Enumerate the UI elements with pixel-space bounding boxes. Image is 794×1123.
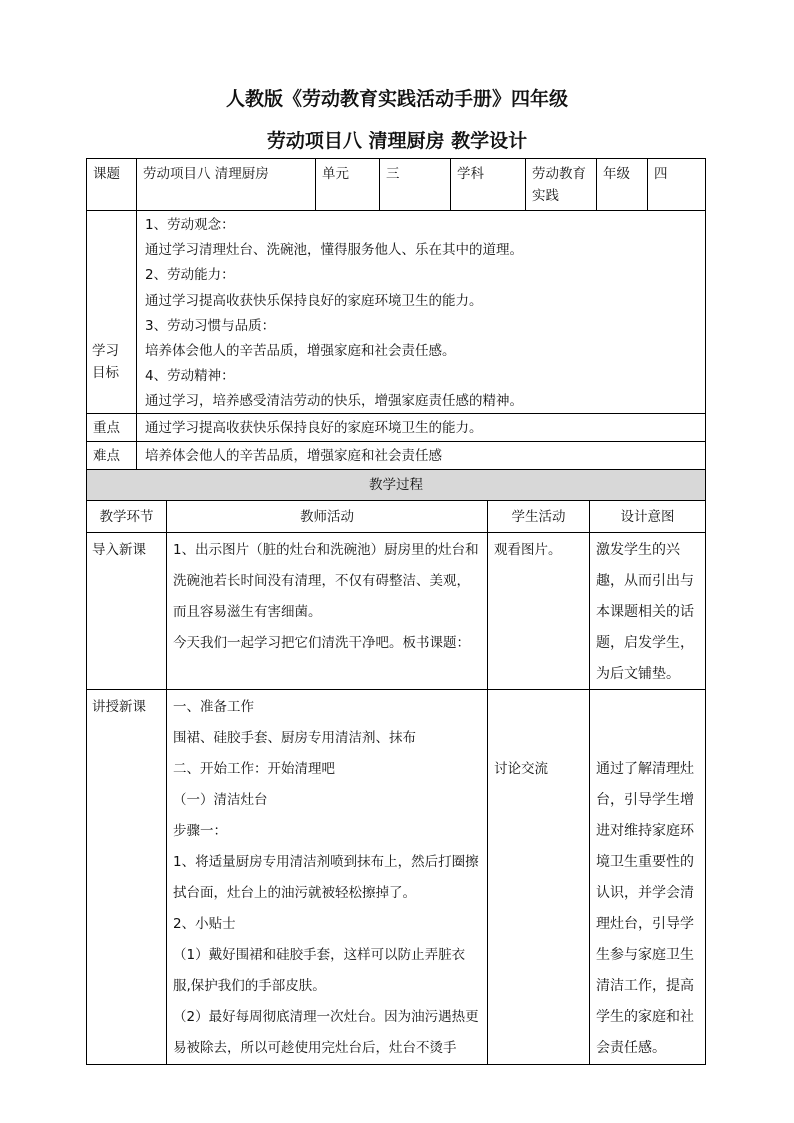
process-header: 教学过程 — [86, 469, 706, 501]
teacher-line: （一）清洁灶台 — [173, 792, 268, 808]
document-title: 人教版《劳动教育实践活动手册》四年级 — [225, 88, 568, 110]
design-intent-intro: 激发学生的兴趣，从而引出与本课题相关的话题，启发学生，为后文铺垫。 — [589, 532, 706, 690]
column-header-intent: 设计意图 — [589, 500, 706, 533]
goal-line: 通过学习提高收获快乐保持良好的家庭环境卫生的能力。 — [145, 292, 483, 309]
grade-label: 年级 — [596, 158, 648, 211]
teacher-line: 步骤一： — [173, 823, 227, 839]
teacher-line: 1、将适量厨房专用清洁剂喷到抹布上，然后打圈擦拭台面，灶台上的油污就被轻松擦掉了。 — [173, 854, 479, 901]
grade-value: 四 — [647, 158, 706, 211]
goal-line: 通过学习，培养感受清洁劳动的快乐，增强家庭责任感的精神。 — [145, 393, 523, 410]
column-header-stage: 教学环节 — [86, 500, 167, 533]
difficulty-label: 难点 — [86, 441, 137, 470]
teacher-line: 二、开始工作：开始清理吧 — [173, 761, 335, 777]
subject-value: 劳动教育实践 — [525, 158, 597, 211]
unit-label: 单元 — [315, 158, 380, 211]
goals-content — [136, 210, 706, 414]
teacher-line: （2）最好每周彻底清理一次灶台。因为油污遇热更易被除去，所以可趁使用完灶台后，灶台不烫手 — [173, 1009, 479, 1056]
teacher-line: （1）戴好围裙和硅胶手套，这样可以防止弄脏衣服,保护我们的手部皮肤。 — [173, 947, 466, 994]
topic-label: 课题 — [86, 158, 137, 211]
column-header-teacher: 教师活动 — [166, 500, 488, 533]
key-point-text: 通过学习提高收获快乐保持良好的家庭环境卫生的能力。 — [136, 413, 706, 442]
key-point-label: 重点 — [86, 413, 137, 442]
teacher-paragraph: 今天我们一起学习把它们清洗干净吧。板书课题： — [173, 635, 470, 651]
teacher-paragraph: 1、出示图片（脏的灶台和洗碗池）厨房里的灶台和洗碗池若长时间没有清理，不仅有碍整洁、美观，而且容易滋生有害细菌。 — [173, 542, 479, 620]
lesson-plan-table — [86, 158, 706, 1065]
document-subtitle: 劳动项目八 清理厨房 教学设计 — [266, 130, 528, 152]
unit-value: 三 — [379, 158, 451, 211]
student-activity-intro: 观看图片。 — [487, 532, 590, 690]
teacher-activity-new-lesson — [166, 689, 488, 1065]
subject-label: 学科 — [450, 158, 526, 211]
stage-new-lesson: 讲授新课 — [86, 689, 167, 1065]
topic-value: 劳动项目八 清理厨房 — [136, 158, 316, 211]
goal-line: 2、劳动能力： — [145, 267, 235, 284]
difficulty-text: 培养体会他人的辛苦品质，增强家庭和社会责任感 — [136, 441, 706, 470]
teacher-line: 2、小贴士 — [173, 916, 236, 932]
goal-line: 4、劳动精神： — [145, 368, 235, 385]
goals-label: 学习目标 — [86, 210, 137, 414]
teacher-activity-intro — [166, 532, 488, 690]
design-intent-new-lesson: 通过了解清理灶台，引导学生增进对维持家庭环境卫生重要性的认识，并学会清理灶台，引导学生参与家庭卫生清洁工作，提高学生的家庭和社会责任感。 — [589, 689, 706, 1065]
student-activity-new-lesson: 讨论交流 — [487, 689, 590, 1065]
stage-intro: 导入新课 — [86, 532, 167, 690]
goal-line: 培养体会他人的辛苦品质，增强家庭和社会责任感。 — [145, 343, 456, 360]
teacher-line: 一、准备工作 — [173, 699, 254, 715]
goal-line: 3、劳动习惯与品质： — [145, 317, 276, 334]
goal-line: 通过学习清理灶台、洗碗池，懂得服务他人、乐在其中的道理。 — [145, 242, 523, 259]
teacher-line: 围裙、硅胶手套、厨房专用清洁剂、抹布 — [173, 730, 416, 746]
goal-line: 1、劳动观念： — [145, 217, 235, 233]
column-header-student: 学生活动 — [487, 500, 590, 533]
